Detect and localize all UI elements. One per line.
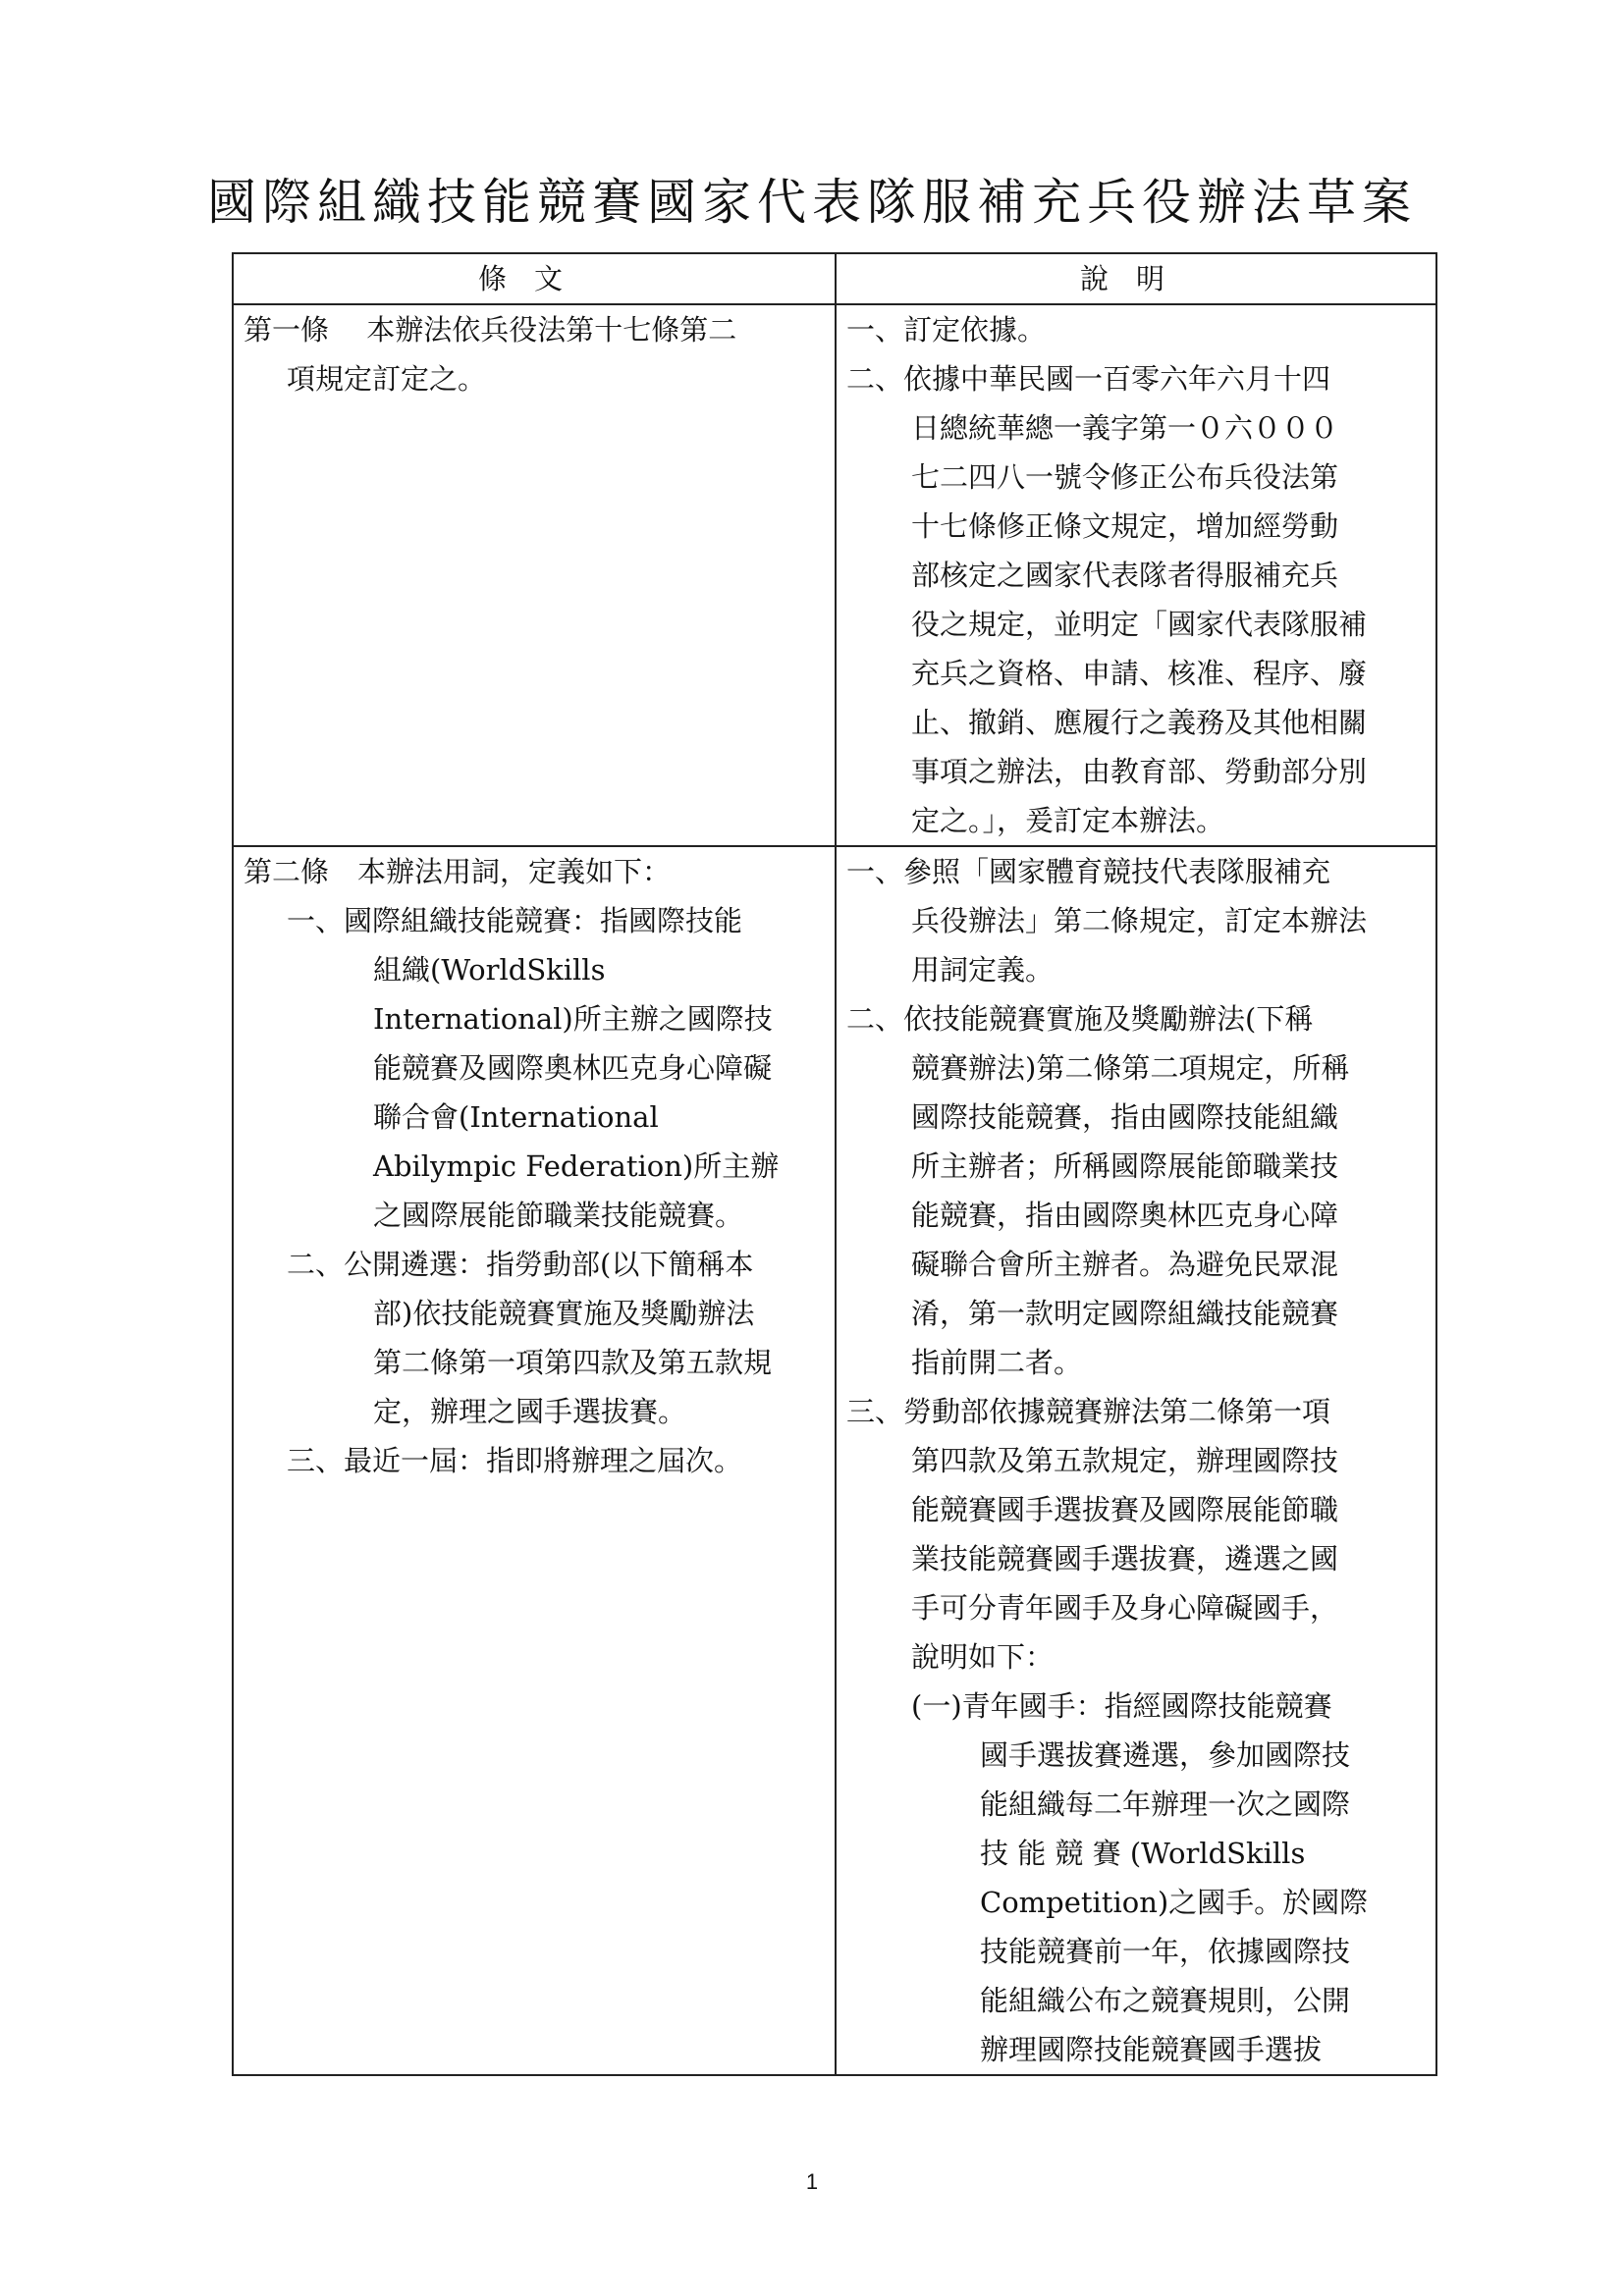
text-line: 兵役辦法」第二條規定，訂定本辦法 <box>911 904 1368 937</box>
table-header-row <box>233 253 1436 304</box>
text-line: 淆，第一款明定國際組織技能競賽 <box>911 1297 1339 1330</box>
text-line: 能競賽國手選拔賽及國際展能節職 <box>911 1493 1339 1526</box>
header-article: 條文 <box>233 253 836 304</box>
text-line: Competition)之國手。於國際 <box>980 1886 1369 1919</box>
page-number: 1 <box>805 2169 819 2194</box>
text-line: 礙聯合會所主辦者。為避免民眾混 <box>911 1248 1339 1281</box>
text-line: 充兵之資格、申請、核准、程序、廢 <box>911 657 1368 690</box>
text-line: 部)依技能競賽實施及獎勵辦法 <box>373 1297 755 1330</box>
text-line: 事項之辦法，由教育部、勞動部分別 <box>911 755 1368 788</box>
text-line: 第二條第一項第四款及第五款規 <box>373 1346 773 1379</box>
text-line: 能競賽，指由國際奧林匹克身心障 <box>911 1199 1339 1232</box>
text-line: 一、參照「國家體育競技代表隊服補充 <box>846 855 1331 888</box>
text-line: 役之規定，並明定「國家代表隊服補 <box>911 608 1368 641</box>
text-line: 能競賽及國際奧林匹克身心障礙 <box>373 1051 773 1085</box>
header-explanation: 說明 <box>836 253 1436 304</box>
text-line: 指前開二者。 <box>911 1346 1083 1379</box>
table-row <box>233 304 1436 846</box>
text-line: 第四款及第五款規定，辦理國際技 <box>911 1444 1339 1477</box>
text-line: 聯合會(International <box>373 1100 659 1134</box>
text-line: 技能競賽前一年，依據國際技 <box>980 1935 1351 1968</box>
text-line: 說明如下： <box>911 1640 1055 1674</box>
text-line: 二、依據中華民國一百零六年六月十四 <box>846 362 1331 396</box>
text-line: 國際技能競賽，指由國際技能組織 <box>911 1100 1339 1134</box>
text-line: 用詞定義。 <box>911 953 1055 987</box>
text-line: 二、公開遴選：指勞動部(以下簡稱本 <box>287 1248 754 1281</box>
text-line: 七二四八一號令修正公布兵役法第 <box>911 460 1339 494</box>
text-line: 定之。」，爰訂定本辦法。 <box>911 804 1225 837</box>
text-line: 三、最近一屆：指即將辦理之屆次。 <box>287 1444 743 1477</box>
text-line: 定，辦理之國手選拔賽。 <box>373 1395 687 1428</box>
text-line: 二、依技能競賽實施及獎勵辦法(下稱 <box>846 1002 1314 1036</box>
provisions-table <box>232 252 1437 2076</box>
text-line: Abilympic Federation)所主辦 <box>373 1149 780 1183</box>
text-line: 手可分青年國手及身心障礙國手， <box>911 1591 1339 1625</box>
text-line: 日總統華總一義字第一０六０００ <box>911 411 1339 445</box>
text-line: 三、勞動部依據競賽辦法第二條第一項 <box>846 1395 1331 1428</box>
text-line: (一)青年國手：指經國際技能競賽 <box>911 1689 1332 1723</box>
text-line: 第二條 本辦法用詞，定義如下： <box>244 855 672 888</box>
text-line: 止、撤銷、應履行之義務及其他相關 <box>911 706 1368 739</box>
text-line: 組織(WorldSkills <box>373 953 606 987</box>
text-line: International)所主辦之國際技 <box>373 1002 773 1036</box>
text-line: 部核定之國家代表隊者得服補充兵 <box>911 559 1339 592</box>
text-line: 之國際展能節職業技能競賽。 <box>373 1199 744 1232</box>
text-line: 技 能 競 賽 (WorldSkills <box>980 1837 1306 1870</box>
text-line: 項規定訂定之。 <box>287 362 487 396</box>
text-line: 國手選拔賽遴選，參加國際技 <box>980 1738 1351 1772</box>
article-cell <box>233 846 836 2075</box>
page-title: 國際組織技能競賽國家代表隊服補充兵役辦法草案 <box>207 174 1417 231</box>
text-line: 能組織每二年辦理一次之國際 <box>980 1788 1351 1821</box>
explanation-cell <box>836 304 1436 846</box>
text-line: 辦理國際技能競賽國手選拔 <box>980 2033 1323 2066</box>
text-line: 一、訂定依據。 <box>846 313 1047 347</box>
article-cell <box>233 304 836 846</box>
text-line: 能組織公布之競賽規則，公開 <box>980 1984 1351 2017</box>
text-line: 第一條 本辦法依兵役法第十七條第二 <box>244 313 737 347</box>
table-row <box>233 846 1436 2075</box>
text-line: 十七條修正條文規定，增加經勞動 <box>911 509 1339 543</box>
text-line: 一、國際組織技能競賽：指國際技能 <box>287 904 743 937</box>
text-line: 所主辦者；所稱國際展能節職業技 <box>911 1149 1339 1183</box>
explanation-cell <box>836 846 1436 2075</box>
text-line: 競賽辦法)第二條第二項規定，所稱 <box>911 1051 1350 1085</box>
text-line: 業技能競賽國手選拔賽，遴選之國 <box>911 1542 1339 1575</box>
